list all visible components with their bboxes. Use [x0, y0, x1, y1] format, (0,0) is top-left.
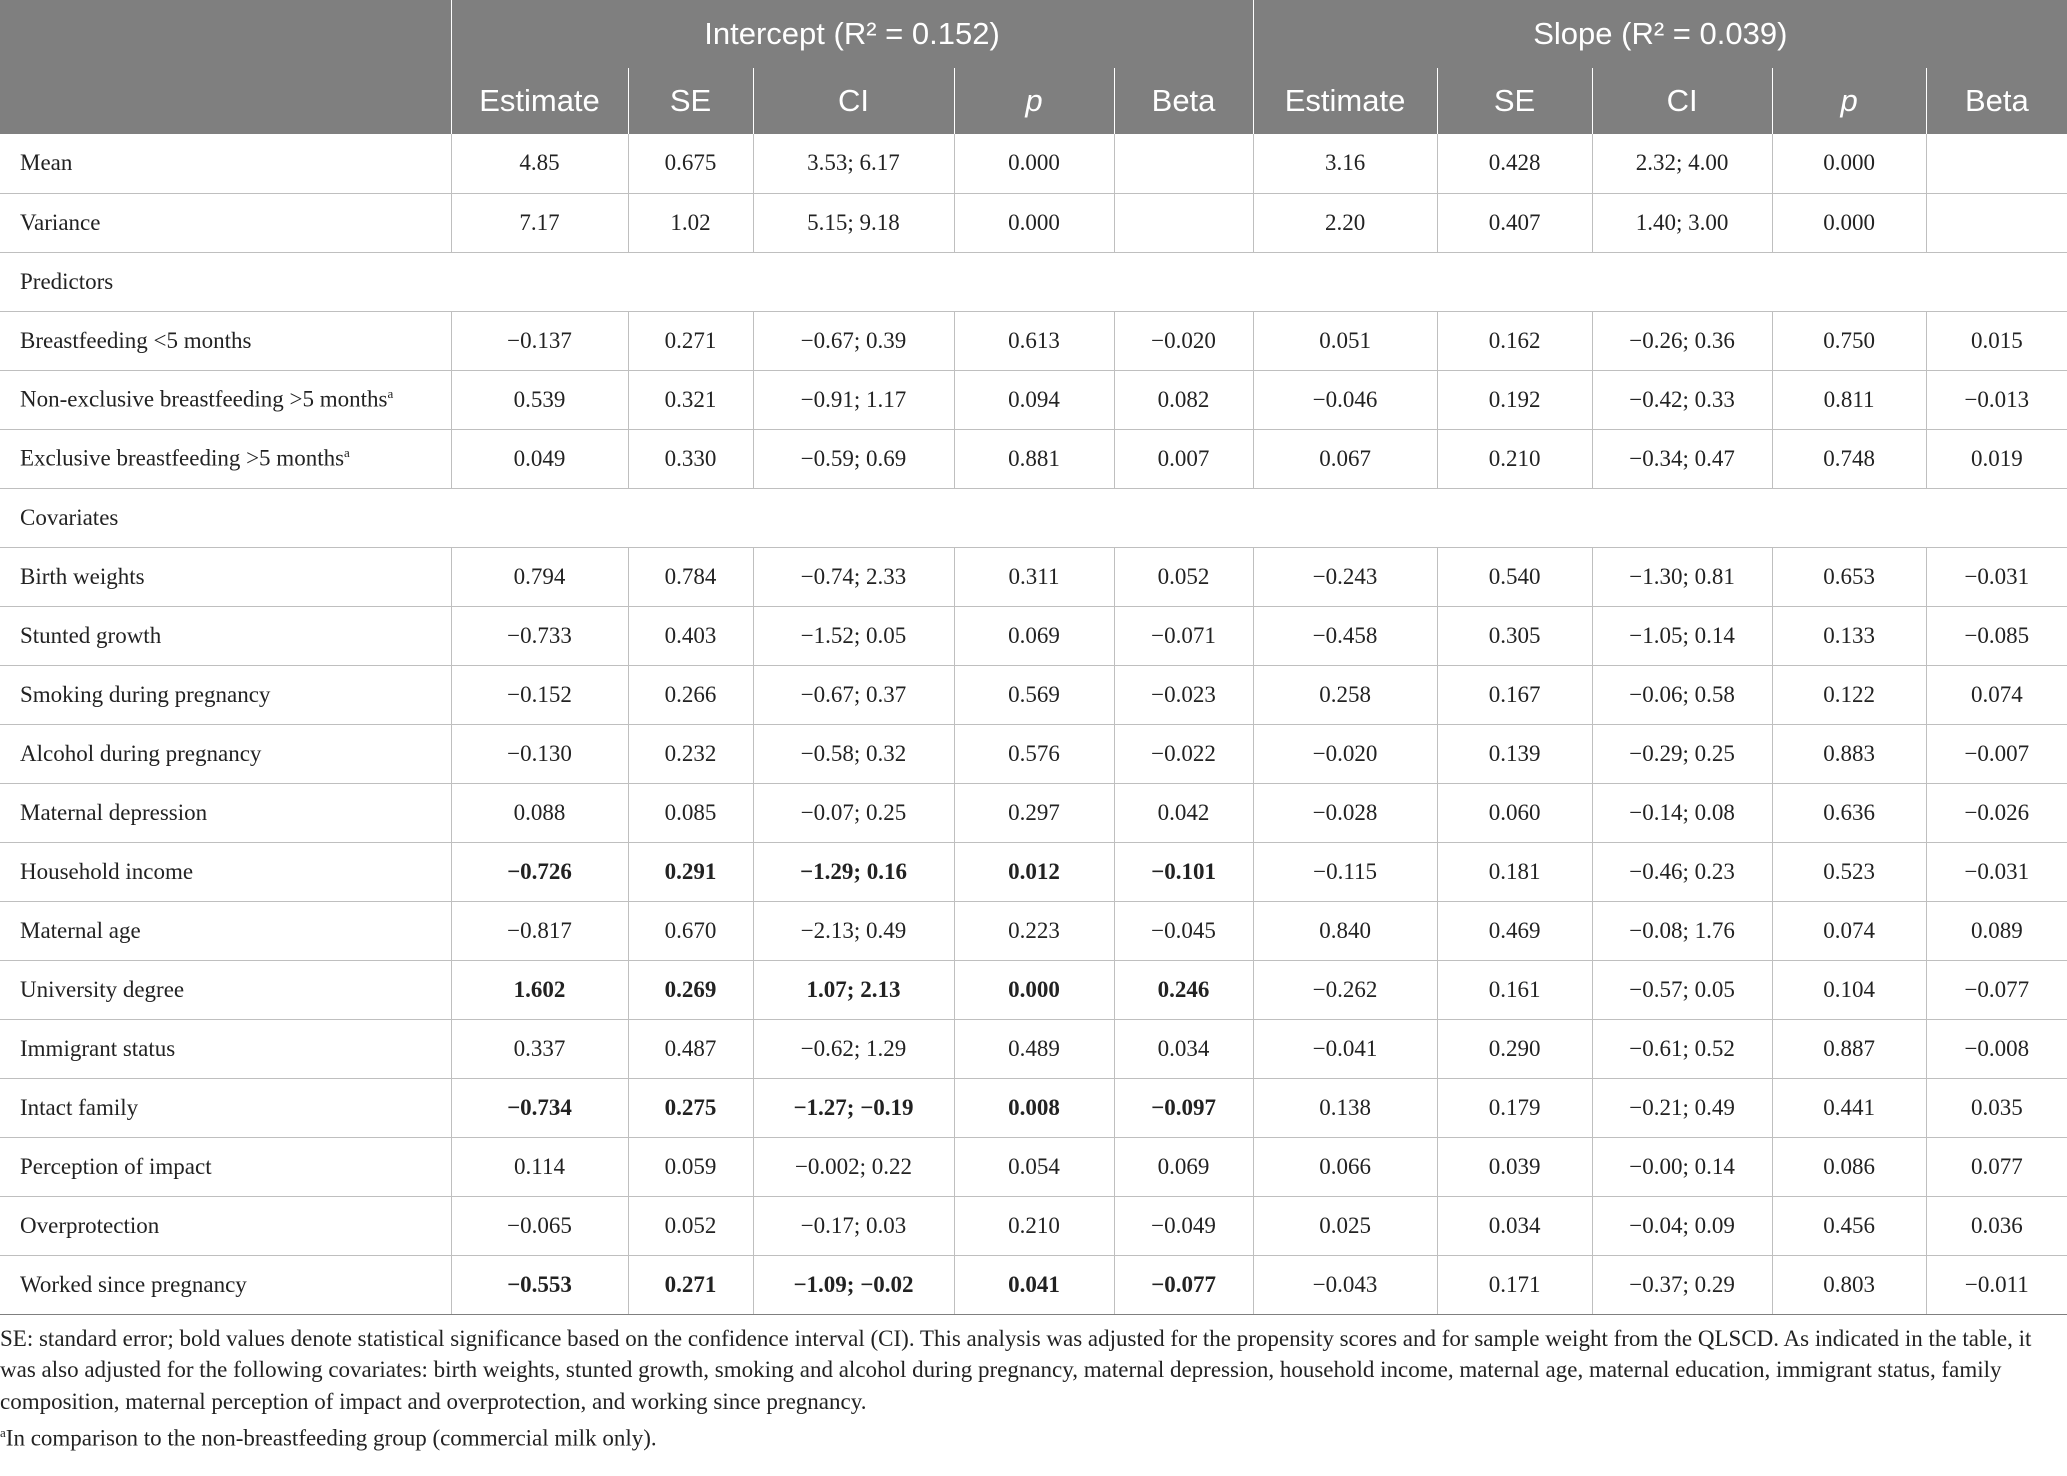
table-cell: 0.540	[1437, 547, 1592, 606]
table-cell: −2.13; 0.49	[753, 901, 954, 960]
table-cell: −0.026	[1926, 783, 2067, 842]
table-cell: 0.330	[628, 429, 753, 488]
table-row	[0, 311, 2067, 370]
row-label: Smoking during pregnancy	[20, 681, 271, 707]
row-label-cell	[0, 134, 451, 193]
table-cell: 0.074	[1926, 665, 2067, 724]
table-cell: 0.008	[954, 1078, 1114, 1137]
table-cell: 0.311	[954, 547, 1114, 606]
row-label: Alcohol during pregnancy	[20, 740, 262, 766]
table-cell: 1.02	[628, 193, 753, 252]
table-cell: 0.271	[628, 1255, 753, 1314]
table-cell: 0.428	[1437, 134, 1592, 193]
table-cell: −0.022	[1114, 724, 1253, 783]
row-label-cell	[0, 1137, 451, 1196]
table-cell: −0.031	[1926, 547, 2067, 606]
table-cell: 0.049	[451, 429, 628, 488]
table-cell: −0.013	[1926, 370, 2067, 429]
table-cell: −0.071	[1114, 606, 1253, 665]
table-cell: −0.011	[1926, 1255, 2067, 1314]
table-cell: 0.192	[1437, 370, 1592, 429]
table-cell: 0.887	[1772, 1019, 1926, 1078]
table-cell: −0.37; 0.29	[1592, 1255, 1772, 1314]
table-cell: 0.025	[1253, 1196, 1437, 1255]
table-cell: 0.133	[1772, 606, 1926, 665]
table-cell: −0.002; 0.22	[753, 1137, 954, 1196]
table-cell: 0.088	[451, 783, 628, 842]
table-cell: 0.000	[1772, 134, 1926, 193]
table-row	[0, 960, 2067, 1019]
table-cell: 0.576	[954, 724, 1114, 783]
table-cell: −0.42; 0.33	[1592, 370, 1772, 429]
table-cell: 0.077	[1926, 1137, 2067, 1196]
row-label: Immigrant status	[20, 1035, 176, 1061]
table-cell: 0.539	[451, 370, 628, 429]
row-label: Variance	[20, 209, 101, 235]
table-cell: 0.066	[1253, 1137, 1437, 1196]
table-cell: 0.441	[1772, 1078, 1926, 1137]
table-cell: 0.162	[1437, 311, 1592, 370]
header-col: Beta	[1926, 68, 2067, 134]
table-cell: 0.139	[1437, 724, 1592, 783]
table-cell: 0.007	[1114, 429, 1253, 488]
row-label: Intact family	[20, 1094, 139, 1120]
table-row	[0, 724, 2067, 783]
table-cell: 0.051	[1253, 311, 1437, 370]
table-cell	[1114, 134, 1253, 193]
row-label: Worked since pregnancy	[20, 1271, 247, 1297]
table-cell: 0.784	[628, 547, 753, 606]
table-cell: −0.62; 1.29	[753, 1019, 954, 1078]
table-cell: 0.000	[954, 960, 1114, 1019]
row-label-cell	[0, 1255, 451, 1314]
table-row	[0, 606, 2067, 665]
table-cell: −0.077	[1926, 960, 2067, 1019]
table-cell: 0.089	[1926, 901, 2067, 960]
table-cell: 1.07; 2.13	[753, 960, 954, 1019]
footnote-text: In comparison to the non-breastfeeding group (commercial milk only).	[5, 1425, 657, 1451]
table-cell: 0.456	[1772, 1196, 1926, 1255]
table-cell: 7.17	[451, 193, 628, 252]
table-cell: −0.61; 0.52	[1592, 1019, 1772, 1078]
table-cell: 0.675	[628, 134, 753, 193]
table-cell: 0.232	[628, 724, 753, 783]
table-body	[0, 134, 2067, 1314]
table-cell: −0.04; 0.09	[1592, 1196, 1772, 1255]
table-cell: −0.137	[451, 311, 628, 370]
table-row	[0, 134, 2067, 193]
table-cell: 0.000	[1772, 193, 1926, 252]
table-cell: −0.115	[1253, 842, 1437, 901]
table-cell: −0.91; 1.17	[753, 370, 954, 429]
row-label-cell	[0, 724, 451, 783]
table-cell: 0.052	[628, 1196, 753, 1255]
table-cell: 0.179	[1437, 1078, 1592, 1137]
table-row	[0, 1255, 2067, 1314]
table-cell: 0.337	[451, 1019, 628, 1078]
table-cell: −0.17; 0.03	[753, 1196, 954, 1255]
table-cell: 0.039	[1437, 1137, 1592, 1196]
row-label-cell	[0, 842, 451, 901]
row-label: Birth weights	[20, 563, 145, 589]
table-cell: 0.840	[1253, 901, 1437, 960]
table-cell: 0.275	[628, 1078, 753, 1137]
table-cell: −0.21; 0.49	[1592, 1078, 1772, 1137]
row-label-cell	[0, 429, 451, 488]
table-cell: 0.210	[954, 1196, 1114, 1255]
row-label: Maternal age	[20, 917, 141, 943]
footnote-mark: a	[0, 1425, 6, 1440]
row-footnote-mark: a	[387, 386, 394, 402]
table-row	[0, 842, 2067, 901]
table-cell: −0.065	[451, 1196, 628, 1255]
table-cell: 0.054	[954, 1137, 1114, 1196]
table-cell: −0.043	[1253, 1255, 1437, 1314]
table-cell: 0.469	[1437, 901, 1592, 960]
table-cell: −0.243	[1253, 547, 1437, 606]
table-cell: 0.067	[1253, 429, 1437, 488]
table-row	[0, 1196, 2067, 1255]
table-cell: −1.52; 0.05	[753, 606, 954, 665]
table-cell: 0.036	[1926, 1196, 2067, 1255]
table-row	[0, 193, 2067, 252]
table-row	[0, 1019, 2067, 1078]
table-cell: 0.794	[451, 547, 628, 606]
table-cell: 0.653	[1772, 547, 1926, 606]
row-label: Maternal depression	[20, 799, 208, 825]
table-cell: −1.29; 0.16	[753, 842, 954, 901]
table-cell: 0.074	[1772, 901, 1926, 960]
table-cell: 0.811	[1772, 370, 1926, 429]
row-label: Household income	[20, 858, 194, 884]
table-cell: −0.59; 0.69	[753, 429, 954, 488]
row-footnote-mark: a	[344, 445, 350, 461]
table-cell: 0.167	[1437, 665, 1592, 724]
notes-footnote	[0, 1417, 2067, 1454]
row-label-cell	[0, 1078, 451, 1137]
table-cell: 0.181	[1437, 842, 1592, 901]
table-cell: 0.523	[1772, 842, 1926, 901]
table-cell: −0.031	[1926, 842, 2067, 901]
table-cell: 0.210	[1437, 429, 1592, 488]
table-cell: 4.85	[451, 134, 628, 193]
table-cell: 0.223	[954, 901, 1114, 960]
header-col: CI	[1592, 68, 1772, 134]
table-cell: 0.104	[1772, 960, 1926, 1019]
table-cell: −1.09; −0.02	[753, 1255, 954, 1314]
table-cell: −0.734	[451, 1078, 628, 1137]
table-cell: −0.262	[1253, 960, 1437, 1019]
table-cell: −1.05; 0.14	[1592, 606, 1772, 665]
table-cell: 0.290	[1437, 1019, 1592, 1078]
row-label: Breastfeeding <5 months	[20, 327, 252, 353]
header-col: Estimate	[1253, 68, 1437, 134]
row-label-cell	[0, 1019, 451, 1078]
table-cell: −0.26; 0.36	[1592, 311, 1772, 370]
table-notes	[0, 1315, 2067, 1455]
table-cell: −0.130	[451, 724, 628, 783]
table-cell: −0.726	[451, 842, 628, 901]
header-group-row	[0, 0, 2067, 68]
table-cell: −0.458	[1253, 606, 1437, 665]
table-cell: 0.407	[1437, 193, 1592, 252]
section-row	[0, 252, 2067, 311]
table-cell: −0.101	[1114, 842, 1253, 901]
row-label: Mean	[20, 150, 73, 176]
row-label-cell	[0, 547, 451, 606]
table-cell: 0.266	[628, 665, 753, 724]
table-cell: 2.20	[1253, 193, 1437, 252]
table-cell: 0.052	[1114, 547, 1253, 606]
table-cell: −0.008	[1926, 1019, 2067, 1078]
table-cell: −0.023	[1114, 665, 1253, 724]
row-label-cell	[0, 960, 451, 1019]
row-label-cell	[0, 665, 451, 724]
row-label: University degree	[20, 976, 185, 1002]
row-label-cell	[0, 1196, 451, 1255]
table-row	[0, 429, 2067, 488]
table-cell: 0.171	[1437, 1255, 1592, 1314]
table-cell: 0.082	[1114, 370, 1253, 429]
header-blank-cell	[0, 0, 451, 134]
table-cell: 0.803	[1772, 1255, 1926, 1314]
table-cell: 0.161	[1437, 960, 1592, 1019]
header-col: p	[954, 68, 1114, 134]
table-cell: 0.883	[1772, 724, 1926, 783]
table-cell: 0.034	[1437, 1196, 1592, 1255]
row-label-cell	[0, 606, 451, 665]
table-cell: −0.46; 0.23	[1592, 842, 1772, 901]
table-cell: 0.258	[1253, 665, 1437, 724]
row-label-cell	[0, 370, 451, 429]
table-cell: −0.67; 0.37	[753, 665, 954, 724]
table-cell: 0.613	[954, 311, 1114, 370]
table-cell: −0.34; 0.47	[1592, 429, 1772, 488]
table-cell: 0.041	[954, 1255, 1114, 1314]
table-cell	[1926, 134, 2067, 193]
table-cell: 0.269	[628, 960, 753, 1019]
table-cell: 0.000	[954, 193, 1114, 252]
table-cell: 1.602	[451, 960, 628, 1019]
header-col: Estimate	[451, 68, 628, 134]
table-cell: 1.40; 3.00	[1592, 193, 1772, 252]
table-cell: 0.670	[628, 901, 753, 960]
table-cell: 0.069	[954, 606, 1114, 665]
header-col: SE	[628, 68, 753, 134]
table-cell: 0.636	[1772, 783, 1926, 842]
table-cell: −0.007	[1926, 724, 2067, 783]
table-cell: 0.138	[1253, 1078, 1437, 1137]
table-cell: 0.019	[1926, 429, 2067, 488]
table-cell: −1.30; 0.81	[1592, 547, 1772, 606]
table-cell: −0.57; 0.05	[1592, 960, 1772, 1019]
table-cell: −0.29; 0.25	[1592, 724, 1772, 783]
table-cell: 0.403	[628, 606, 753, 665]
table-cell: 0.085	[628, 783, 753, 842]
row-label-cell	[0, 901, 451, 960]
table-cell: −0.08; 1.76	[1592, 901, 1772, 960]
table-cell: −0.077	[1114, 1255, 1253, 1314]
table-cell: 0.291	[628, 842, 753, 901]
table-cell: −0.74; 2.33	[753, 547, 954, 606]
table-cell: −0.00; 0.14	[1592, 1137, 1772, 1196]
row-label-cell	[0, 311, 451, 370]
table-cell: 0.271	[628, 311, 753, 370]
section-label: Covariates	[0, 488, 2067, 547]
table-cell: −0.020	[1253, 724, 1437, 783]
row-label: Exclusive breastfeeding >5 months	[20, 445, 345, 471]
row-label-cell	[0, 783, 451, 842]
table-cell: 0.748	[1772, 429, 1926, 488]
table-cell: −0.152	[451, 665, 628, 724]
table-row	[0, 1137, 2067, 1196]
row-label: Stunted growth	[20, 622, 162, 648]
header-col: CI	[753, 68, 954, 134]
row-label-cell	[0, 193, 451, 252]
table-row	[0, 547, 2067, 606]
table-cell: −0.553	[451, 1255, 628, 1314]
table-cell: 0.305	[1437, 606, 1592, 665]
table-cell: 0.086	[1772, 1137, 1926, 1196]
table-row	[0, 901, 2067, 960]
table-row	[0, 665, 2067, 724]
table-cell: 0.059	[628, 1137, 753, 1196]
table-cell: −0.020	[1114, 311, 1253, 370]
row-label: Perception of impact	[20, 1153, 212, 1179]
table-cell: 0.000	[954, 134, 1114, 193]
table-row	[0, 1078, 2067, 1137]
table-cell: 2.32; 4.00	[1592, 134, 1772, 193]
table-cell: 0.487	[628, 1019, 753, 1078]
table-cell: 0.015	[1926, 311, 2067, 370]
table-cell: 0.246	[1114, 960, 1253, 1019]
table-cell: −0.045	[1114, 901, 1253, 960]
table-cell: 3.53; 6.17	[753, 134, 954, 193]
table-cell: −0.046	[1253, 370, 1437, 429]
header-col: Beta	[1114, 68, 1253, 134]
table-cell: 5.15; 9.18	[753, 193, 954, 252]
table-cell: −0.67; 0.39	[753, 311, 954, 370]
header-slope-group: Slope (R² = 0.039)	[1253, 0, 2067, 68]
table-cell: 0.042	[1114, 783, 1253, 842]
table-row	[0, 370, 2067, 429]
table-cell: 0.881	[954, 429, 1114, 488]
table-cell: −0.14; 0.08	[1592, 783, 1772, 842]
header-col: SE	[1437, 68, 1592, 134]
table-cell: −1.27; −0.19	[753, 1078, 954, 1137]
table-cell: 0.034	[1114, 1019, 1253, 1078]
section-row	[0, 488, 2067, 547]
table-cell: −0.733	[451, 606, 628, 665]
table-cell: 0.321	[628, 370, 753, 429]
table-cell: 3.16	[1253, 134, 1437, 193]
table-cell: 0.297	[954, 783, 1114, 842]
table-cell: −0.028	[1253, 783, 1437, 842]
table-cell: 0.069	[1114, 1137, 1253, 1196]
table-cell: −0.097	[1114, 1078, 1253, 1137]
table-cell: −0.817	[451, 901, 628, 960]
header-col: p	[1772, 68, 1926, 134]
table-cell: 0.489	[954, 1019, 1114, 1078]
row-label: Overprotection	[20, 1212, 160, 1238]
table-cell: −0.06; 0.58	[1592, 665, 1772, 724]
table-cell: −0.049	[1114, 1196, 1253, 1255]
section-label: Predictors	[0, 252, 2067, 311]
row-label: Non-exclusive breastfeeding >5 months	[20, 386, 388, 412]
table-cell	[1926, 193, 2067, 252]
header-intercept-group: Intercept (R² = 0.152)	[451, 0, 1253, 68]
table-cell: 0.114	[451, 1137, 628, 1196]
table-cell: −0.085	[1926, 606, 2067, 665]
table-cell: 0.012	[954, 842, 1114, 901]
table-cell: 0.569	[954, 665, 1114, 724]
table-header	[0, 0, 2067, 134]
table-cell: −0.041	[1253, 1019, 1437, 1078]
table-cell: −0.58; 0.32	[753, 724, 954, 783]
table-row	[0, 783, 2067, 842]
table-cell: −0.07; 0.25	[753, 783, 954, 842]
notes-main: SE: standard error; bold values denote statistical significance based on the confidence interval (CI). This analysis was adjusted for the propensity scores and for sample weight from the QLSCD. As indicated in the table, it was also adjusted for the following covariates: birth weights, stunted growth, smoking and alcohol during pregnancy, maternal depression, household income, maternal age, maternal education, immigrant status, family composition, maternal perception of impact and overprotection, and working since pregnancy.	[0, 1325, 2032, 1414]
table-cell: 0.750	[1772, 311, 1926, 370]
table-cell: 0.060	[1437, 783, 1592, 842]
table-cell: 0.094	[954, 370, 1114, 429]
table-cell	[1114, 193, 1253, 252]
table-cell: 0.035	[1926, 1078, 2067, 1137]
table-cell: 0.122	[1772, 665, 1926, 724]
